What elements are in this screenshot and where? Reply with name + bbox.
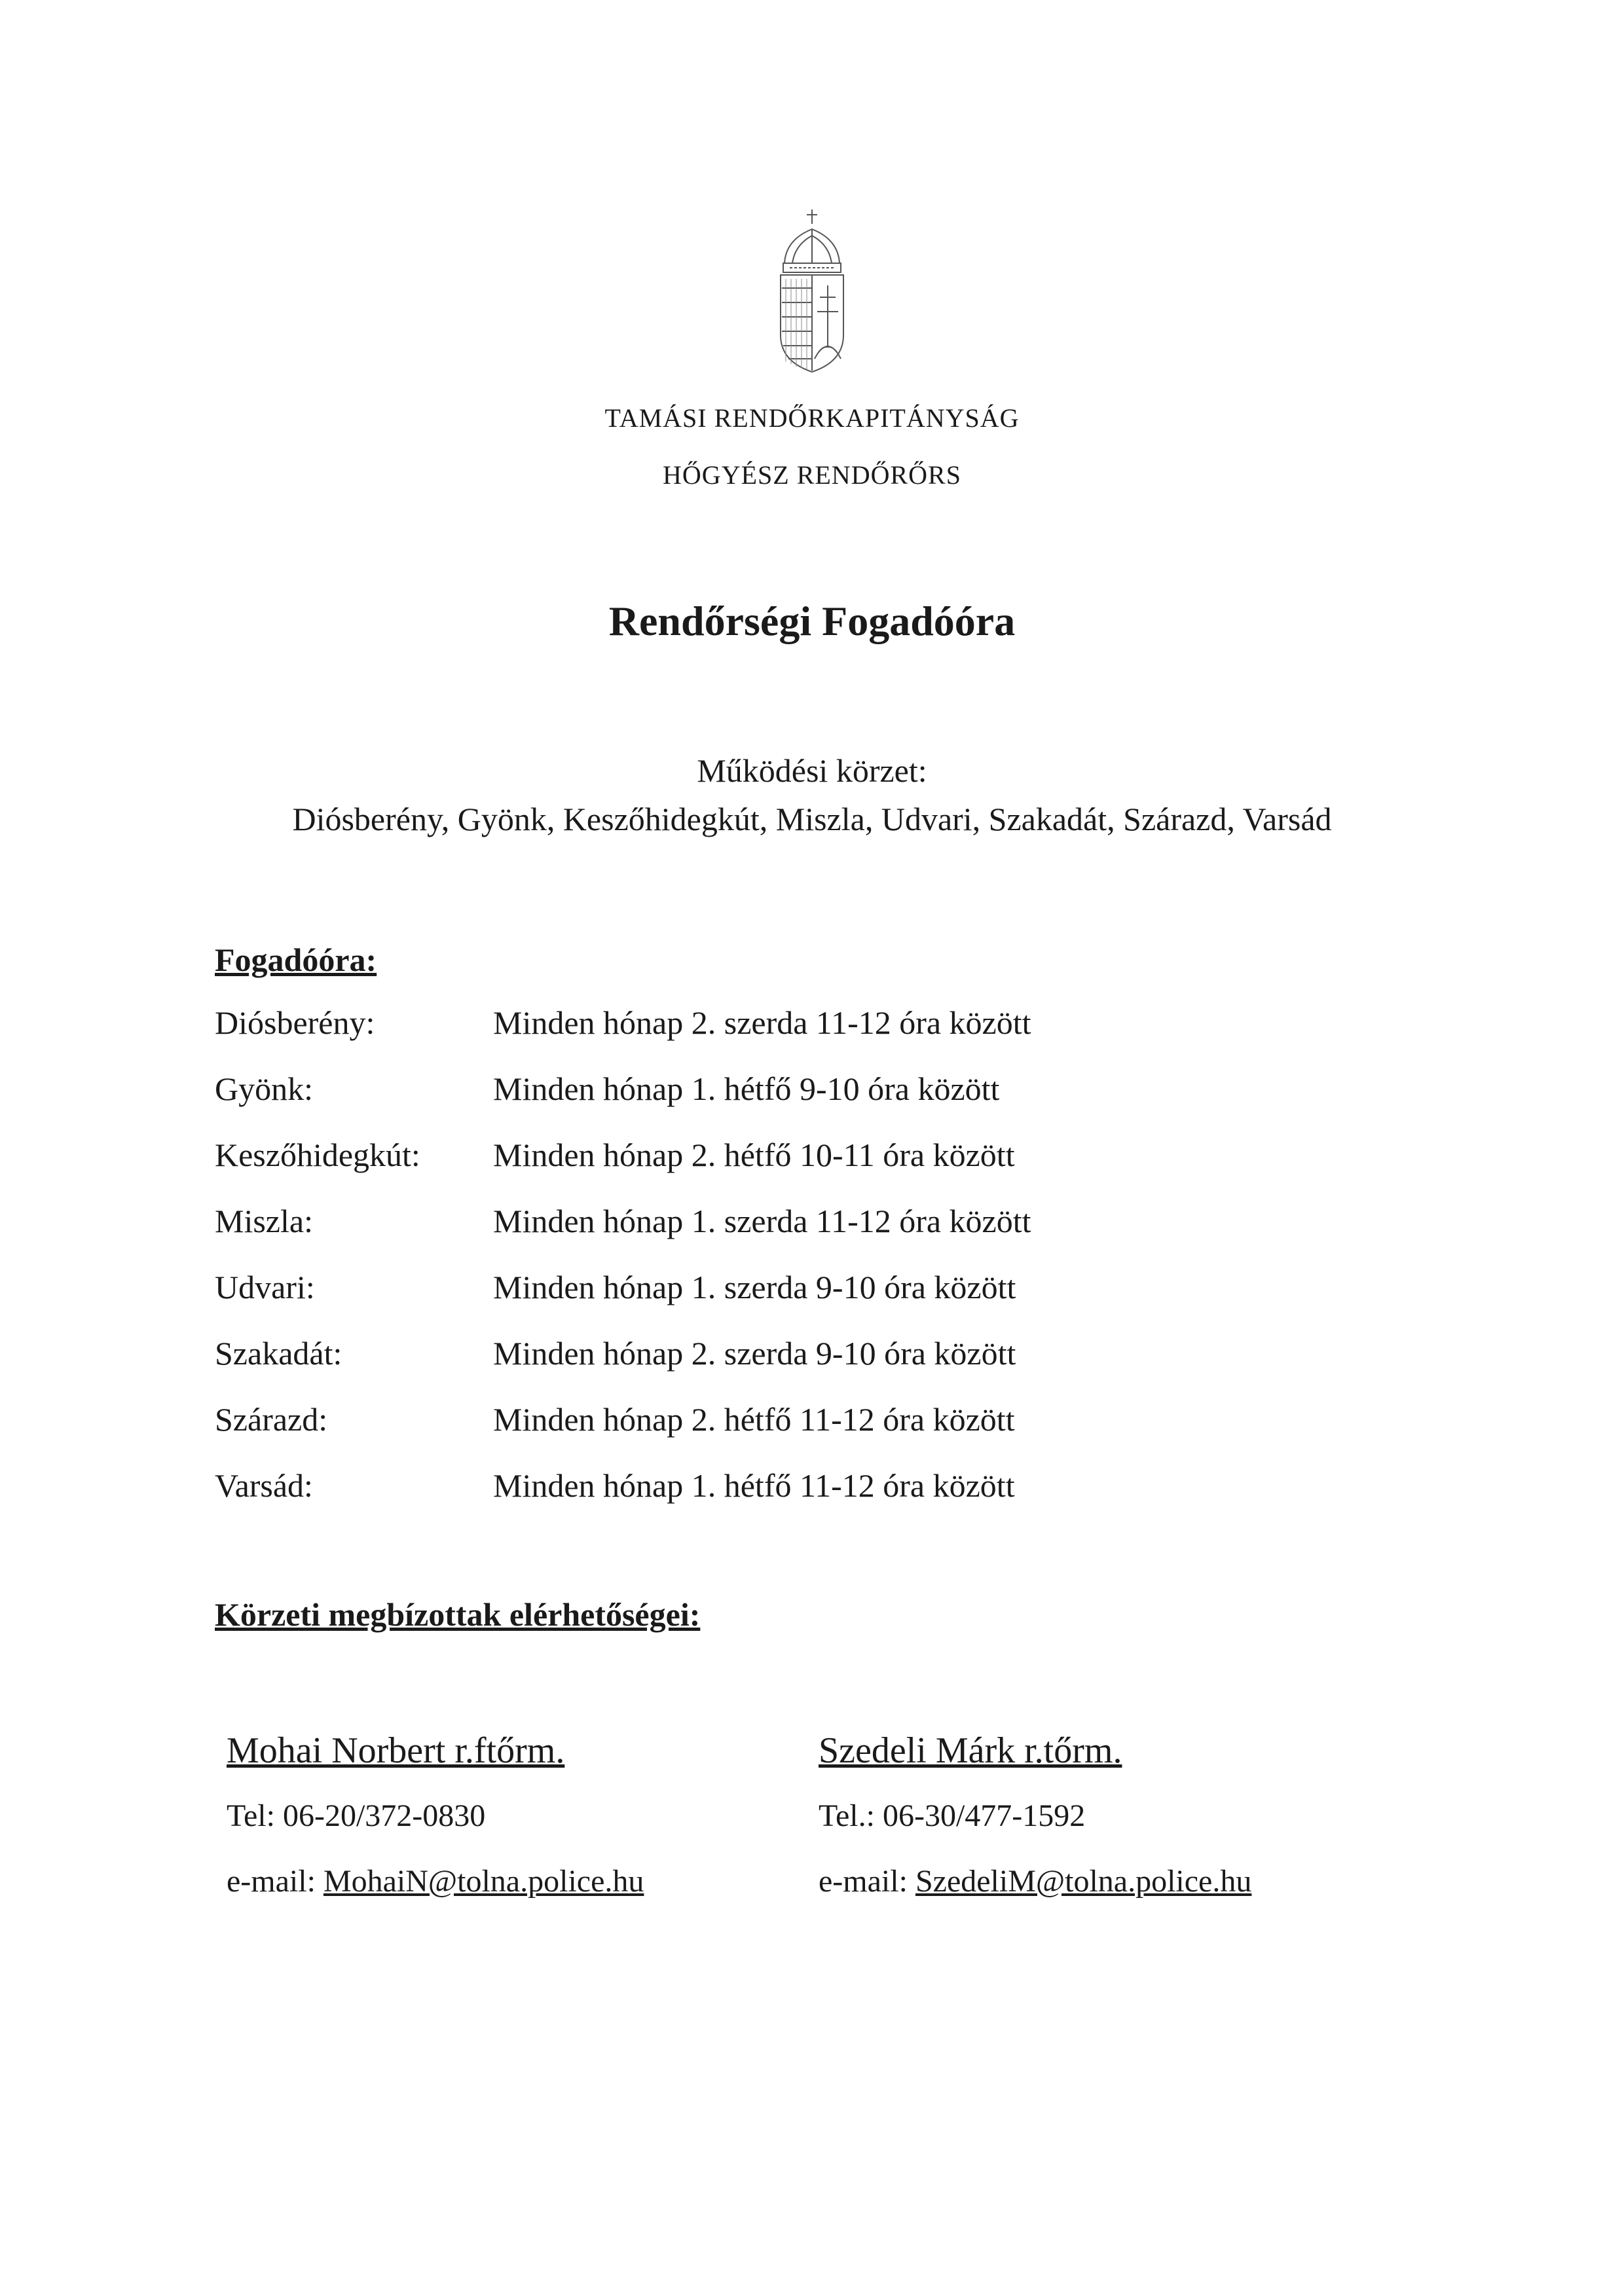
office-hours-table: [215, 1004, 1031, 1533]
office-hours-row: [215, 1136, 1031, 1202]
office-hours-time: Minden hónap 1. hétfő 11-12 óra között: [493, 1467, 1015, 1504]
office-hours-row: [215, 1202, 1031, 1268]
station-name: HŐGYÉSZ RENDŐRŐRS: [663, 460, 961, 490]
district-list: Diósberény, Gyönk, Keszőhidegkút, Miszla, Udvari, Szakadát, Szárazd, Varsád: [292, 801, 1332, 837]
office-hours-place: Szárazd:: [215, 1401, 328, 1438]
office-hours-row: [215, 1004, 1031, 1070]
office-hours-row: [215, 1334, 1031, 1400]
organization-name: TAMÁSI RENDŐRKAPITÁNYSÁG: [604, 403, 1020, 433]
phone-label: Tel:: [227, 1798, 275, 1833]
contact-name: Mohai Norbert r.ftőrm.: [227, 1730, 565, 1771]
office-hours-row: [215, 1400, 1031, 1467]
office-hours-time: Minden hónap 2. szerda 11-12 óra között: [493, 1004, 1031, 1041]
office-hours-place: Udvari:: [215, 1269, 315, 1305]
office-hours-heading: Fogadóóra:: [215, 941, 377, 978]
coat-of-arms-icon: [766, 207, 858, 377]
contact-card: [819, 1730, 1251, 1929]
contact-card: [227, 1730, 644, 1929]
contact-phone-line: [819, 1798, 1251, 1863]
contact-email-line: [227, 1863, 644, 1929]
email-link[interactable]: SzedeliM@tolna.police.hu: [915, 1864, 1252, 1899]
office-hours-row: [215, 1268, 1031, 1334]
office-hours-time: Minden hónap 2. szerda 9-10 óra között: [493, 1335, 1016, 1372]
office-hours-place: Gyönk:: [215, 1070, 313, 1107]
contact-name: Szedeli Márk r.tőrm.: [819, 1730, 1122, 1771]
contact-email-line: [819, 1863, 1251, 1929]
office-hours-place: Varsád:: [215, 1467, 313, 1504]
phone-label: Tel.:: [819, 1798, 875, 1833]
contact-phone-line: [227, 1798, 644, 1863]
office-hours-place: Szakadát:: [215, 1335, 342, 1372]
email-label: e-mail:: [819, 1864, 908, 1899]
district-label: Működési körzet:: [697, 752, 927, 789]
office-hours-time: Minden hónap 1. hétfő 9-10 óra között: [493, 1070, 1000, 1107]
phone-number: 06-30/477-1592: [882, 1798, 1086, 1833]
office-hours-row: [215, 1467, 1031, 1533]
email-link[interactable]: MohaiN@tolna.police.hu: [323, 1864, 644, 1899]
office-hours-row: [215, 1070, 1031, 1136]
office-hours-place: Keszőhidegkút:: [215, 1137, 420, 1173]
office-hours-time: Minden hónap 2. hétfő 10-11 óra között: [493, 1137, 1015, 1173]
office-hours-time: Minden hónap 1. szerda 9-10 óra között: [493, 1269, 1016, 1305]
office-hours-place: Miszla:: [215, 1203, 313, 1239]
phone-number: 06-20/372-0830: [282, 1798, 486, 1833]
email-label: e-mail:: [227, 1864, 316, 1899]
office-hours-time: Minden hónap 1. szerda 11-12 óra között: [493, 1203, 1031, 1239]
contacts-heading: Körzeti megbízottak elérhetőségei:: [215, 1596, 701, 1633]
office-hours-place: Diósberény:: [215, 1004, 375, 1041]
document-title: Rendőrségi Fogadóóra: [608, 598, 1016, 644]
office-hours-time: Minden hónap 2. hétfő 11-12 óra között: [493, 1401, 1015, 1438]
